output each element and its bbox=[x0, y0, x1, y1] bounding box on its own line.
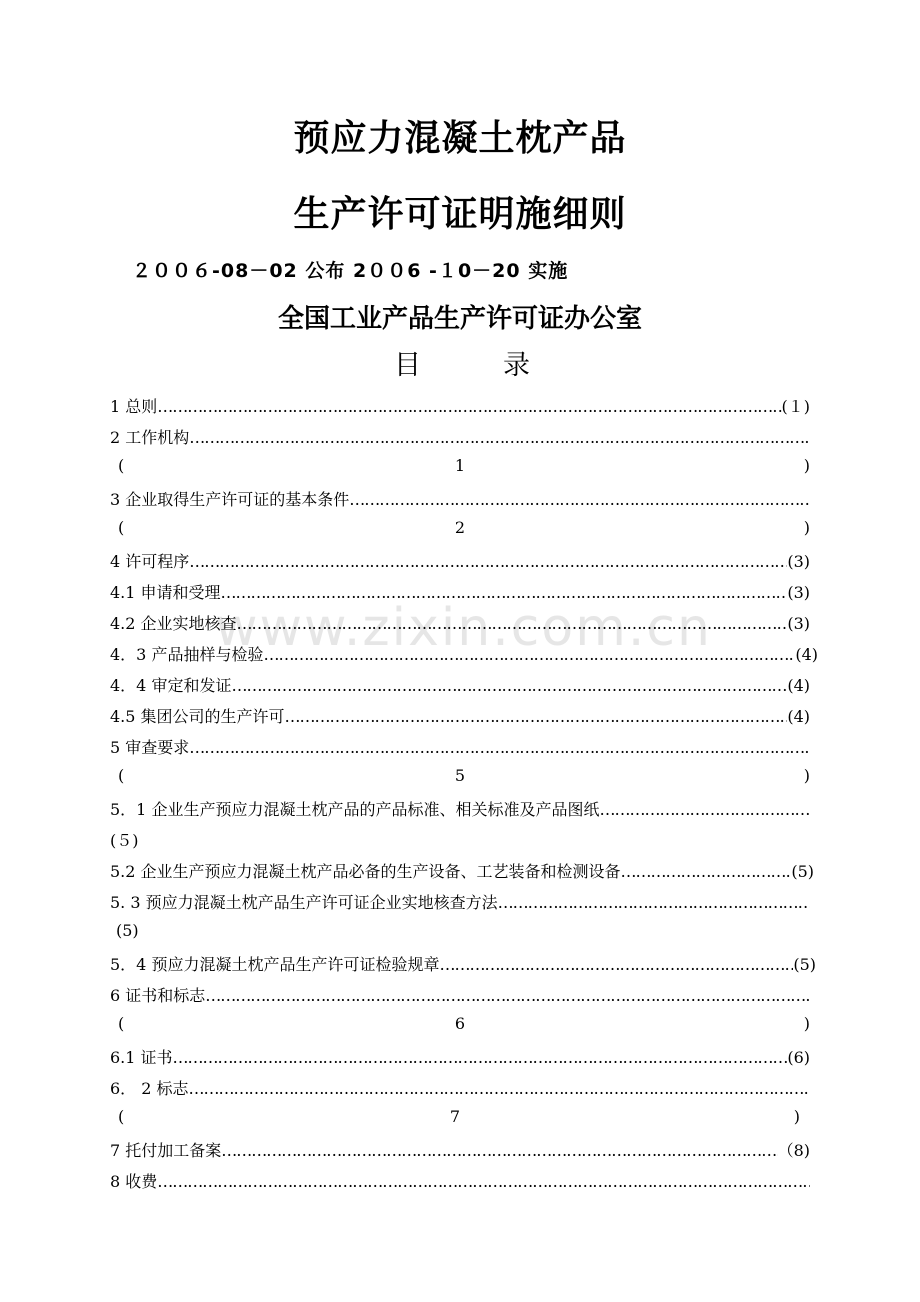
open-paren: ( bbox=[118, 1107, 125, 1126]
toc-entry-page: 6 bbox=[454, 1014, 466, 1033]
toc-entry-page: 7 bbox=[449, 1107, 461, 1126]
toc-heading-char-2: 录 bbox=[503, 350, 530, 381]
toc-entry-label: 6 证书和标志 bbox=[110, 986, 206, 1005]
toc-entry-page: 1 bbox=[454, 456, 466, 475]
toc-entry[interactable] bbox=[110, 735, 810, 761]
toc-leader-dots bbox=[599, 800, 810, 819]
publish-date-line: ２００６-08－02 公布 2００6 -１0－20 实施 bbox=[132, 260, 569, 282]
open-paren: ( bbox=[118, 518, 125, 537]
toc-leader-dots bbox=[221, 1141, 777, 1160]
toc-leader-dots bbox=[498, 893, 810, 912]
toc-entry-label: 6． 2 标志 bbox=[110, 1079, 189, 1098]
watermark-text: www.zixin.com.cn bbox=[215, 598, 712, 658]
toc-entry-label: 2 工作机构 bbox=[110, 428, 190, 447]
toc-entry[interactable] bbox=[110, 425, 810, 451]
toc-entry[interactable] bbox=[110, 642, 818, 668]
toc-leader-dots bbox=[621, 862, 792, 881]
toc-entry-label: 4.5 集团公司的生产许可 bbox=[110, 707, 285, 726]
toc-entry-page: (4) bbox=[787, 676, 810, 695]
toc-leader-dots bbox=[439, 955, 793, 974]
document-title-line-1: 预应力混凝土枕产品 bbox=[293, 117, 627, 159]
toc-heading-char-1: 目 bbox=[394, 350, 421, 381]
open-paren: ( bbox=[118, 1014, 125, 1033]
toc-entry-page-wrap bbox=[110, 766, 810, 792]
open-paren: ( bbox=[118, 456, 125, 475]
toc-leader-dots bbox=[189, 552, 787, 571]
toc-entry-page: (4) bbox=[795, 645, 818, 664]
toc-entry-page: (5) bbox=[793, 955, 816, 974]
toc-entry-page: (3) bbox=[787, 583, 810, 602]
toc-entry-label: 4 许可程序 bbox=[110, 552, 190, 571]
toc-entry[interactable] bbox=[110, 580, 810, 606]
toc-entry[interactable] bbox=[110, 1045, 810, 1071]
toc-leader-dots bbox=[157, 397, 781, 416]
toc-entry-page: (4) bbox=[787, 707, 810, 726]
toc-entry-label: 4．4 审定和发证 bbox=[110, 676, 232, 695]
toc-leader-dots bbox=[157, 1172, 810, 1191]
toc-entry-page: (3) bbox=[787, 614, 810, 633]
toc-entry[interactable] bbox=[110, 983, 810, 1009]
toc-leader-dots bbox=[349, 490, 810, 509]
toc-entry[interactable] bbox=[110, 952, 816, 978]
toc-leader-dots bbox=[263, 645, 795, 664]
toc-entry[interactable] bbox=[110, 859, 814, 885]
toc-entry-page-wrap bbox=[110, 518, 810, 544]
toc-entry-label: 5．4 预应力混凝土枕产品生产许可证检验规章 bbox=[110, 955, 440, 974]
toc-entry-label: 5 审查要求 bbox=[110, 738, 190, 757]
toc-entry-label: 3 企业取得生产许可证的基本条件 bbox=[110, 490, 350, 509]
close-paren: ) bbox=[803, 766, 810, 785]
toc-entry-label: 5.2 企业生产预应力混凝土枕产品必备的生产设备、工艺装备和检测设备 bbox=[110, 862, 621, 881]
toc-entry-page: (5) bbox=[116, 921, 139, 940]
close-paren: ) bbox=[803, 456, 810, 475]
toc-entry[interactable] bbox=[110, 549, 810, 575]
toc-entry-label: 1 总则 bbox=[110, 397, 158, 416]
toc-entry-label: 6.1 证书 bbox=[110, 1048, 173, 1067]
toc-entry[interactable] bbox=[110, 611, 810, 637]
toc-leader-dots bbox=[221, 583, 788, 602]
toc-entry[interactable] bbox=[110, 1138, 810, 1164]
toc-entry[interactable] bbox=[110, 673, 810, 699]
toc-entry-page: (１) bbox=[781, 397, 810, 416]
toc-entry-page-wrap bbox=[110, 1107, 800, 1133]
toc-entry-page: 5 bbox=[454, 766, 466, 785]
toc-leader-dots bbox=[285, 707, 788, 726]
toc-entry-page-wrap bbox=[110, 456, 810, 482]
toc-leader-dots bbox=[189, 738, 810, 757]
toc-entry-page: (6) bbox=[787, 1048, 810, 1067]
toc-leader-dots bbox=[189, 428, 810, 447]
toc-entry-label: 5．1 企业生产预应力混凝土枕产品的产品标准、相关标准及产品图纸 bbox=[110, 800, 600, 819]
toc-entry-label: 4．3 产品抽样与检验 bbox=[110, 645, 264, 664]
toc-leader-dots bbox=[173, 1048, 788, 1067]
toc-entry[interactable] bbox=[110, 394, 810, 420]
toc-entry-label: 5. 3 预应力混凝土枕产品生产许可证企业实地核查方法 bbox=[110, 893, 498, 912]
toc-entry-page: 2 bbox=[454, 518, 466, 537]
toc-leader-dots bbox=[189, 1079, 810, 1098]
open-paren: ( bbox=[118, 766, 125, 785]
toc-entry-page: （8) bbox=[777, 1141, 810, 1160]
close-paren: ) bbox=[803, 518, 810, 537]
toc-entry[interactable] bbox=[110, 1076, 810, 1102]
toc-entry-page-wrap bbox=[110, 1014, 810, 1040]
toc-entry-label: 4.1 申请和受理 bbox=[110, 583, 221, 602]
toc-entry[interactable] bbox=[110, 1169, 810, 1195]
toc-entry[interactable] bbox=[110, 797, 810, 823]
toc-entry-page: (５) bbox=[110, 831, 139, 850]
toc-entry-page: (3) bbox=[787, 552, 810, 571]
toc-entry-label: 8 收费 bbox=[110, 1172, 158, 1191]
issuing-office: 全国工业产品生产许可证办公室 bbox=[277, 304, 642, 334]
toc-entry[interactable] bbox=[110, 890, 810, 916]
document-title-line-2: 生产许可证明施细则 bbox=[293, 193, 627, 235]
toc-entry-label: 4.2 企业实地核查 bbox=[110, 614, 237, 633]
toc-entry[interactable] bbox=[110, 487, 810, 513]
toc-leader-dots bbox=[205, 986, 810, 1005]
close-paren: ) bbox=[793, 1107, 800, 1126]
toc-entry-page: (5) bbox=[791, 862, 814, 881]
close-paren: ) bbox=[803, 1014, 810, 1033]
toc-leader-dots bbox=[237, 614, 788, 633]
toc-entry[interactable] bbox=[110, 704, 810, 730]
toc-leader-dots bbox=[231, 676, 787, 695]
toc-entry-label: 7 托付加工备案 bbox=[110, 1141, 222, 1160]
